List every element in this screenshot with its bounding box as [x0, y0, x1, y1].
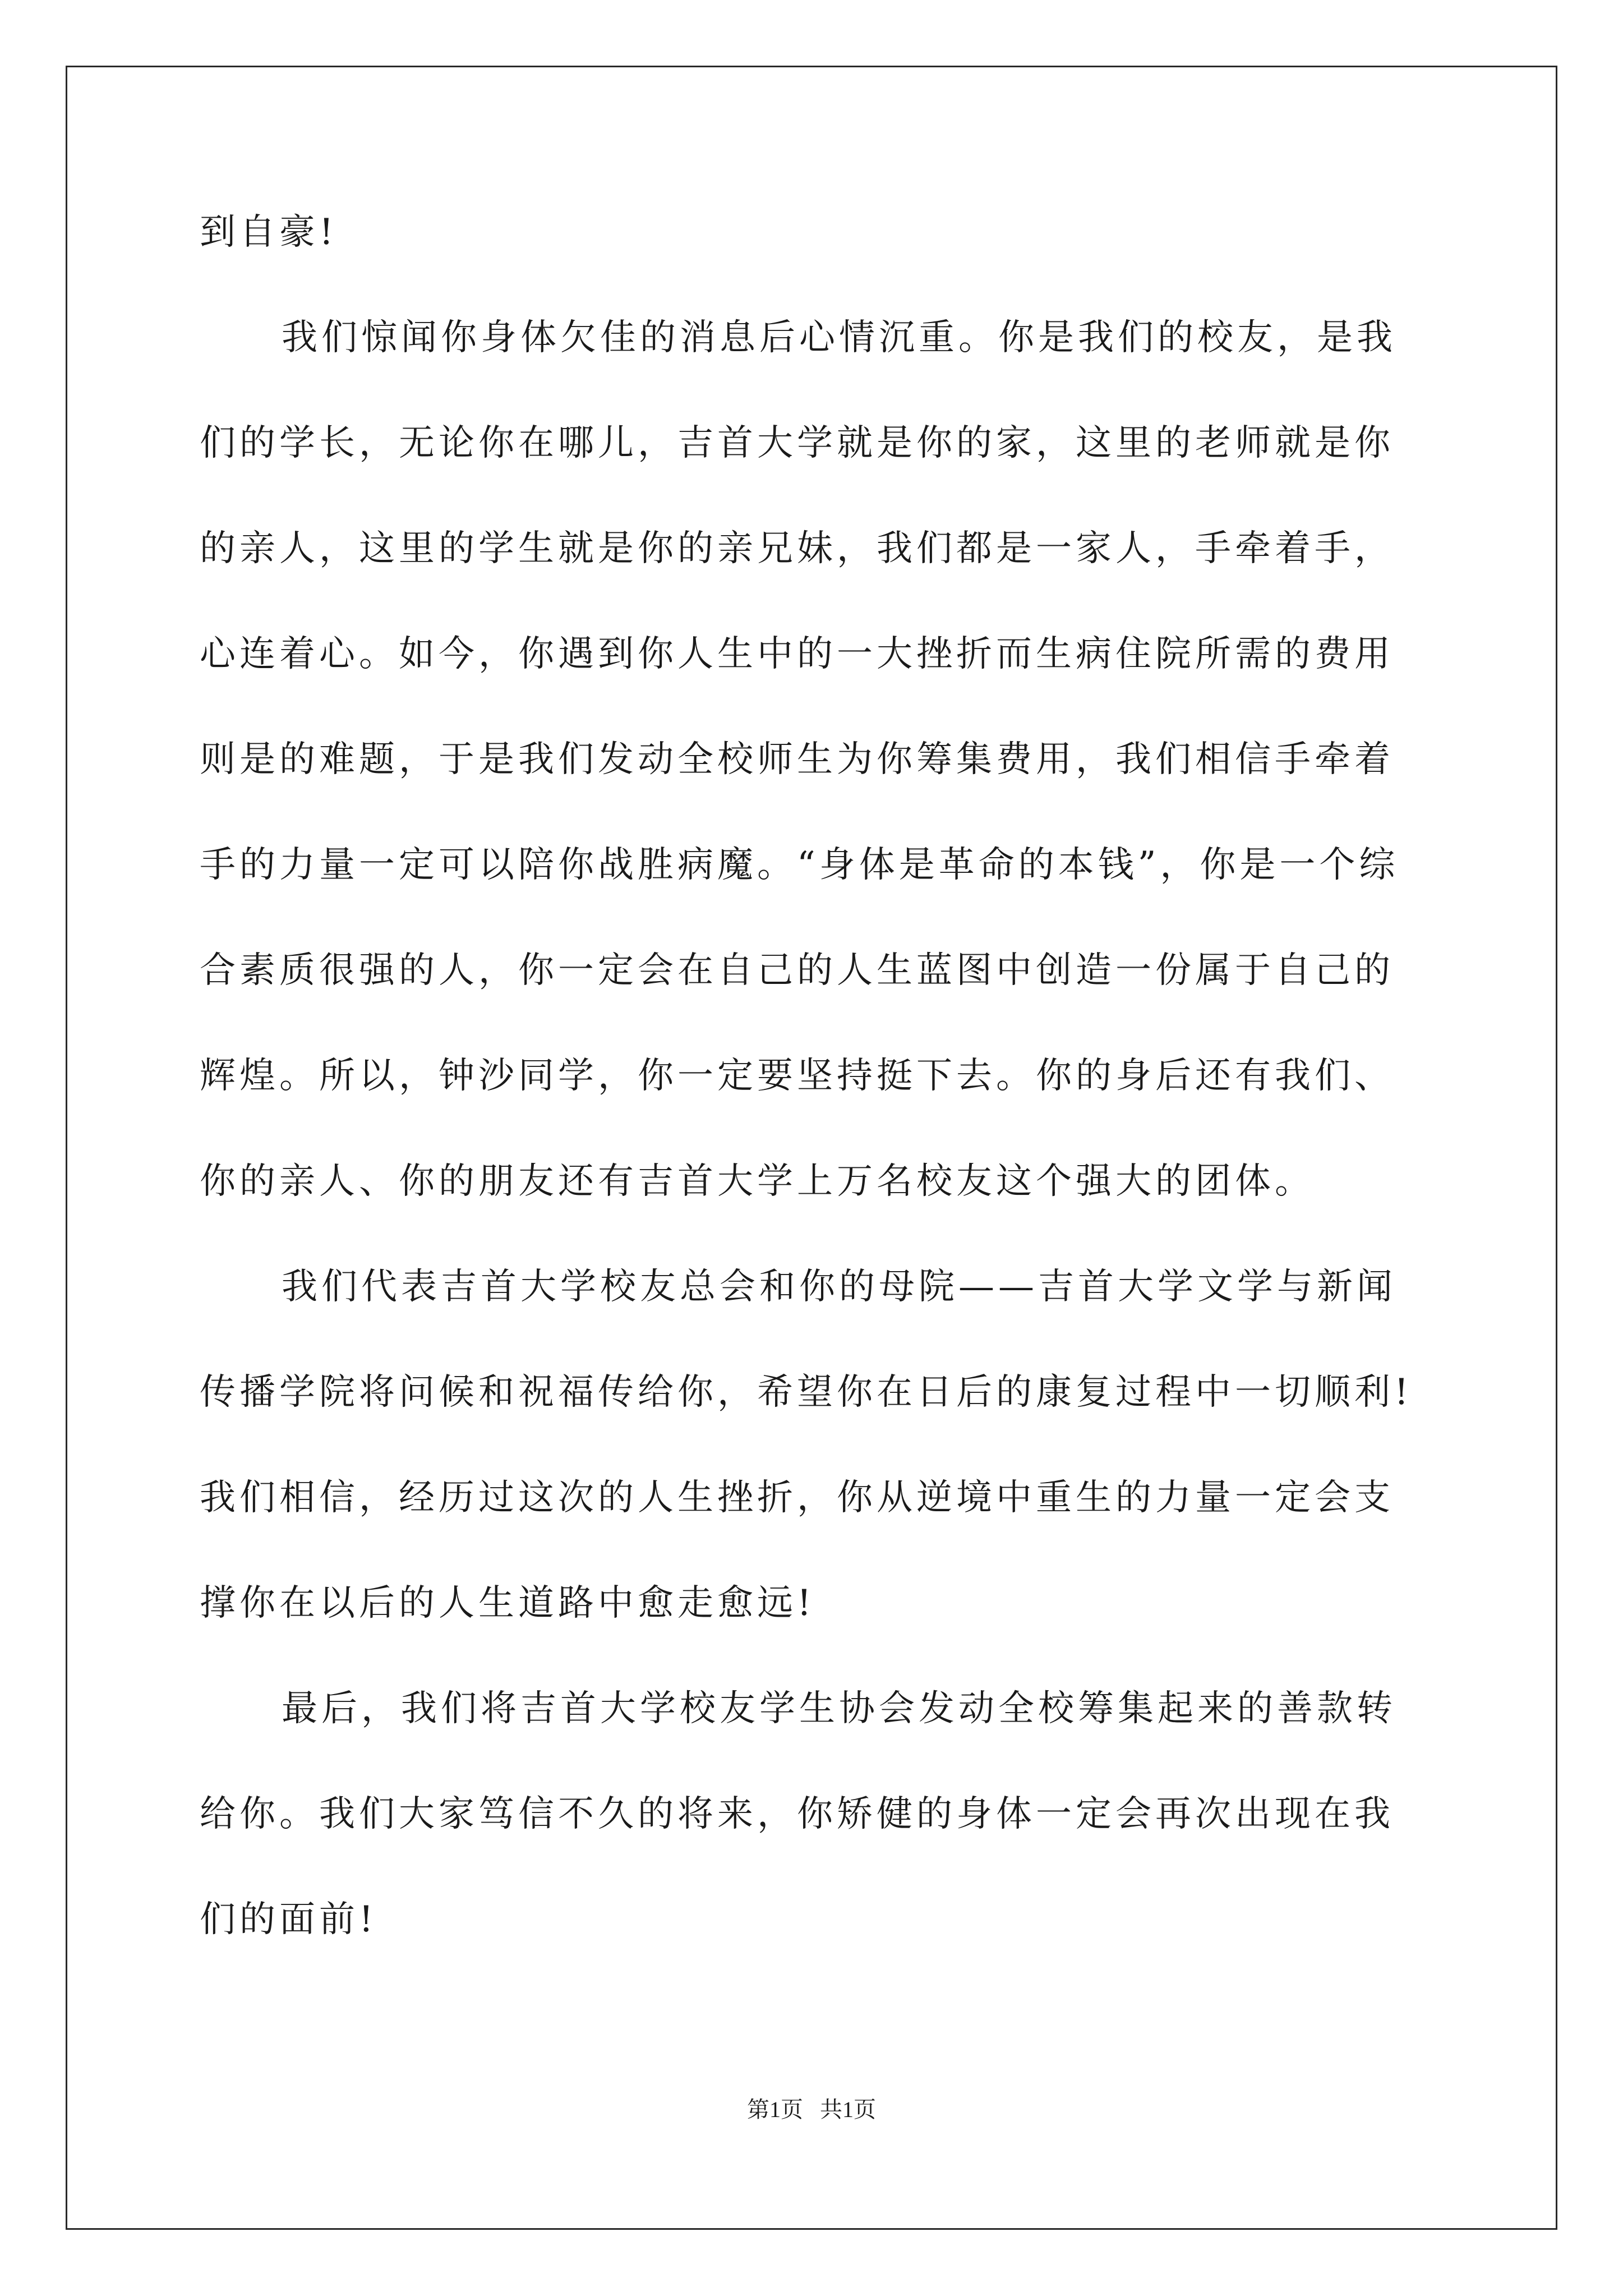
text-line: 我们相信，经历过这次的人生挫折，你从逆境中重生的力量一定会支 [200, 1477, 1394, 1519]
text-line: 撑你在以后的人生道路中愈走愈远! [200, 1582, 815, 1624]
text-line: 到自豪! [200, 211, 338, 253]
text-line: 的亲人，这里的学生就是你的亲兄妹，我们都是一家人，手牵着手， [200, 528, 1394, 569]
text-line: 们的面前! [200, 1899, 377, 1940]
text-line: 我们代表吉首大学校友总会和你的母院——吉首大学文学与新闻 [282, 1266, 1396, 1308]
document-body [200, 211, 1433, 2007]
text-line: 给你。我们大家笃信不久的将来，你矫健的身体一定会再次出现在我 [200, 1793, 1394, 1835]
text-line: 心连着心。如今，你遇到你人生中的一大挫折而生病住院所需的费用 [200, 633, 1394, 675]
text-line: 传播学院将问候和祝福传给你，希望你在日后的康复过程中一切顺利! [200, 1372, 1413, 1413]
text-line: 你的亲人、你的朋友还有吉首大学上万名校友这个强大的团体。 [200, 1161, 1315, 1202]
page-number: 第1页 [747, 2097, 803, 2122]
text-line: 合素质很强的人，你一定会在自己的人生蓝图中创造一份属于自己的 [200, 950, 1394, 991]
text-line: 们的学长，无论你在哪儿，吉首大学就是你的家，这里的老师就是你 [200, 422, 1394, 464]
text-line: 手的力量一定可以陪你战胜病魔。“身体是革命的本钱”，你是一个综 [200, 844, 1399, 886]
page-total: 共1页 [820, 2097, 876, 2122]
text-line: 最后，我们将吉首大学校友学生协会发动全校筹集起来的善款转 [282, 1688, 1396, 1729]
text-line: 则是的难题，于是我们发动全校师生为你筹集费用，我们相信手牵着 [200, 739, 1394, 780]
text-line: 辉煌。所以，钟沙同学，你一定要坚持挺下去。你的身后还有我们、 [200, 1055, 1394, 1097]
footer-gap [803, 2097, 820, 2122]
page-footer [0, 2096, 1623, 2123]
text-line: 我们惊闻你身体欠佳的消息后心情沉重。你是我们的校友，是我 [282, 317, 1396, 358]
